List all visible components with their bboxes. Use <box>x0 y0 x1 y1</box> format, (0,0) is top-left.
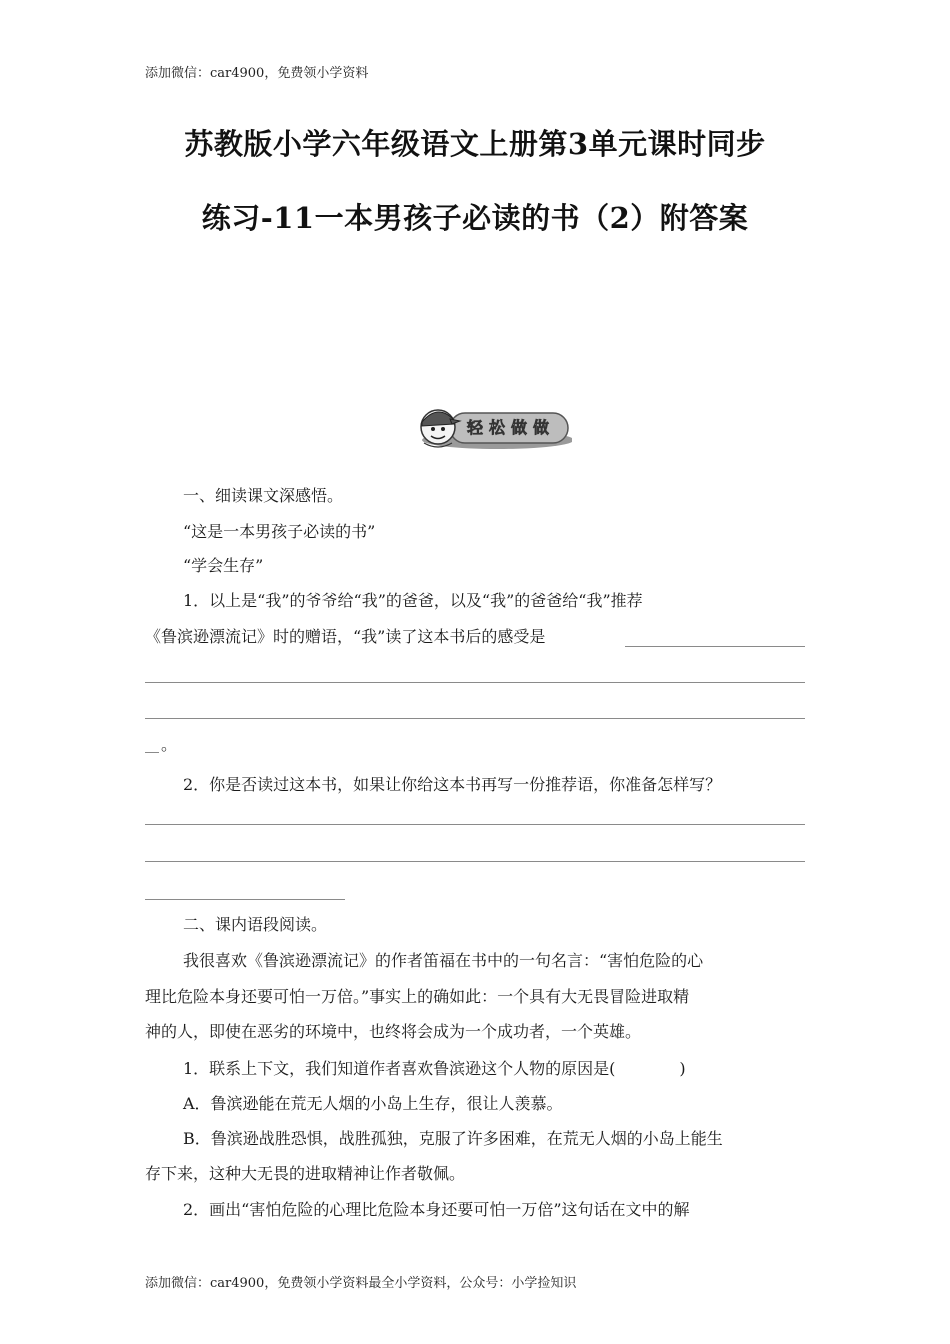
badge-label: 轻松做做 <box>466 418 555 437</box>
section1-quote2: “学会生存” <box>183 556 264 575</box>
section1-heading: 一、细读课文深感悟。 <box>183 486 344 505</box>
section1-q2: 2．你是否读过这本书，如果让你给这本书再写一份推荐语，你准备怎样写？ <box>183 775 722 794</box>
section1-q1-line1: 1．以上是“我”的爷爷给“我”的爸爸，以及“我”的爸爸给“我”推荐 <box>183 591 643 610</box>
answer-blank <box>625 646 805 647</box>
page-title-line2: 练习-11一本男孩子必读的书（2）附答案 <box>201 201 749 235</box>
section1-quote1: “这是一本男孩子必读的书” <box>183 522 376 541</box>
section2-option-b-line2: 存下来，这种大无畏的进取精神让作者敬佩。 <box>145 1164 466 1183</box>
section2-paragraph-line1: 我很喜欢《鲁滨逊漂流记》的作者笛福在书中的一句名言：“害怕危险的心 <box>183 951 704 970</box>
section1-q1-end: 。 <box>161 735 178 754</box>
answer-line <box>145 682 805 683</box>
section2-option-b-line1: B．鲁滨逊战胜恐惧，战胜孤独，克服了许多困难，在荒无人烟的小岛上能生 <box>183 1129 723 1148</box>
section2-heading: 二、课内语段阅读。 <box>183 915 328 934</box>
answer-line <box>145 752 159 753</box>
easy-practice-badge <box>414 405 572 451</box>
section1-q1-line2: 《鲁滨逊漂流记》时的赠语，“我”读了这本书后的感受是 <box>145 627 546 646</box>
section2-paragraph-line3: 神的人，即使在恶劣的环境中，也终将会成为一个成功者，一个英雄。 <box>145 1022 642 1041</box>
answer-line <box>145 899 345 900</box>
section2-q1: 1．联系上下文，我们知道作者喜欢鲁滨逊这个人物的原因是( ) <box>183 1059 686 1078</box>
answer-line <box>145 718 805 719</box>
header-note: 添加微信：car4900，免费领小学资料 <box>145 66 369 81</box>
answer-line <box>145 861 805 862</box>
section2-q2: 2．画出“害怕危险的心理比危险本身还要可怕一万倍”这句话在文中的解 <box>183 1200 690 1219</box>
footer-note: 添加微信：car4900，免费领小学资料最全小学资料，公众号：小学捡知识 <box>145 1276 577 1291</box>
answer-line <box>145 824 805 825</box>
section2-paragraph-line2: 理比危险本身还要可怕一万倍。”事实上的确如此：一个具有大无畏冒险进取精 <box>145 987 690 1006</box>
page-title-line1: 苏教版小学六年级语文上册第3单元课时同步 <box>184 127 766 161</box>
section2-option-a: A．鲁滨逊能在荒无人烟的小岛上生存，很让人羡慕。 <box>183 1094 563 1113</box>
